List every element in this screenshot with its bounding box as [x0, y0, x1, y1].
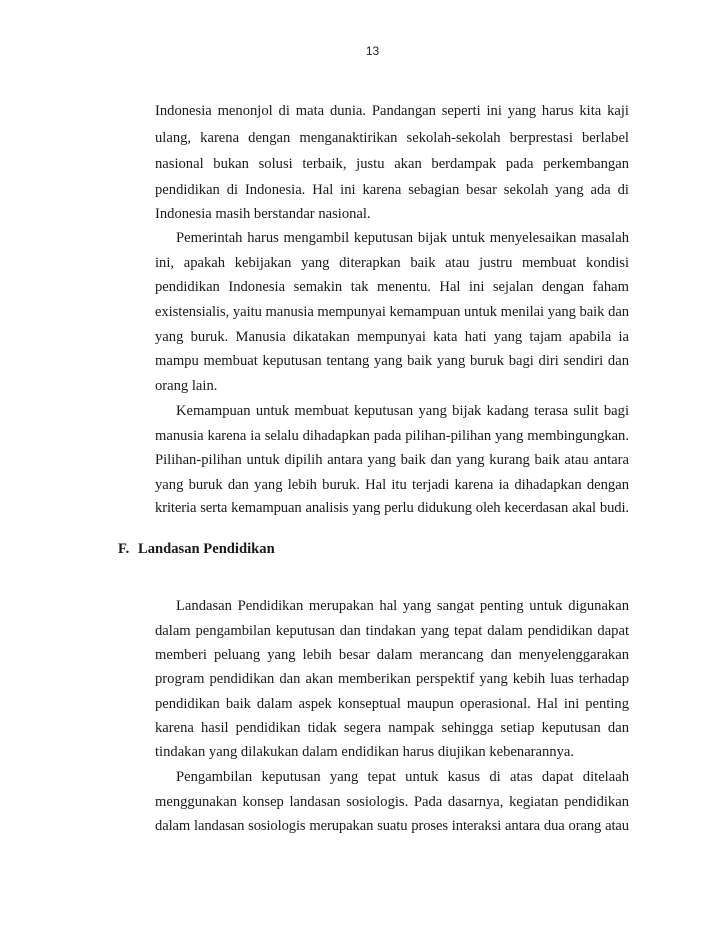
paragraph-line: Pemerintah harus mengambil keputusan bijak untuk menyelesaikan masalah	[176, 230, 629, 246]
paragraph-line: yang buruk dan yang lebih buruk. Hal itu terjadi karena ia dihadapkan dengan	[155, 477, 629, 493]
paragraph-line: Pengambilan keputusan yang tepat untuk kasus di atas dapat ditelaah	[176, 769, 629, 785]
paragraph-line: ini, apakah kebijakan yang diterapkan baik atau justru membuat kondisi	[155, 255, 629, 271]
paragraph-line: yang buruk. Manusia dikatakan mempunyai kata hati yang tajam apabila ia	[155, 329, 629, 345]
paragraph-line: dalam landasan sosiologis merupakan suatu proses interaksi antara dua orang atau	[155, 818, 629, 834]
paragraph-line: Kemampuan untuk membuat keputusan yang bijak kadang terasa sulit bagi	[176, 403, 629, 419]
paragraph-line: nasional bukan solusi terbaik, justu akan berdampak pada perkembangan	[155, 156, 629, 172]
paragraph-line: pendidikan Indonesia semakin tak menentu. Hal ini sejalan dengan faham	[155, 279, 629, 295]
paragraph-line: program pendidikan dan akan memberikan perspektif yang kebih luas terhadap	[155, 671, 629, 687]
paragraph-line: karena hasil pendidikan tidak segera nampak sehingga setiap keputusan dan	[155, 720, 629, 736]
paragraph-line: manusia karena ia selalu dihadapkan pada pilihan-pilihan yang membingungkan.	[155, 428, 629, 444]
paragraph-line: mampu membuat keputusan tentang yang baik yang buruk bagi diri sendiri dan	[155, 353, 629, 369]
paragraph-line: dalam pengambilan keputusan dan tindakan yang tepat dalam pendidikan dapat	[155, 623, 629, 639]
paragraph-line: memberi peluang yang lebih besar dalam merancang dan menyelenggarakan	[155, 647, 629, 663]
section-letter: F.	[118, 541, 130, 557]
section-title: Landasan Pendidikan	[138, 541, 275, 557]
paragraph-line: existensialis, yaitu manusia mempunyai kemampuan untuk menilai yang baik dan	[155, 304, 629, 320]
paragraph-line: ulang, karena dengan menganaktirikan sekolah-sekolah berprestasi berlabel	[155, 130, 629, 146]
paragraph-line: Indonesia menonjol di mata dunia. Pandangan seperti ini yang harus kita kaji	[155, 103, 629, 119]
paragraph-line: pendidikan baik dalam aspek konseptual maupun operasional. Hal ini penting	[155, 696, 629, 712]
paragraph-line: Pilihan-pilihan untuk dipilih antara yang baik dan yang kurang baik atau antara	[155, 452, 629, 468]
paragraph-line: menggunakan konsep landasan sosiologis. Pada dasarnya, kegiatan pendidikan	[155, 794, 629, 810]
paragraph-line: orang lain.	[155, 378, 218, 394]
page-number: 13	[365, 44, 380, 58]
paragraph-line: pendidikan di Indonesia. Hal ini karena sebagian besar sekolah yang ada di	[155, 182, 629, 198]
paragraph-line: Landasan Pendidikan merupakan hal yang sangat penting untuk digunakan	[176, 598, 629, 614]
paragraph-line: Indonesia masih berstandar nasional.	[155, 206, 371, 222]
paragraph-line: tindakan yang dilakukan dalam endidikan harus diujikan kebenarannya.	[155, 744, 575, 760]
section-heading	[118, 540, 275, 558]
paragraph-line: kriteria serta kemampuan analisis yang perlu didukung oleh kecerdasan akal budi.	[155, 500, 629, 516]
